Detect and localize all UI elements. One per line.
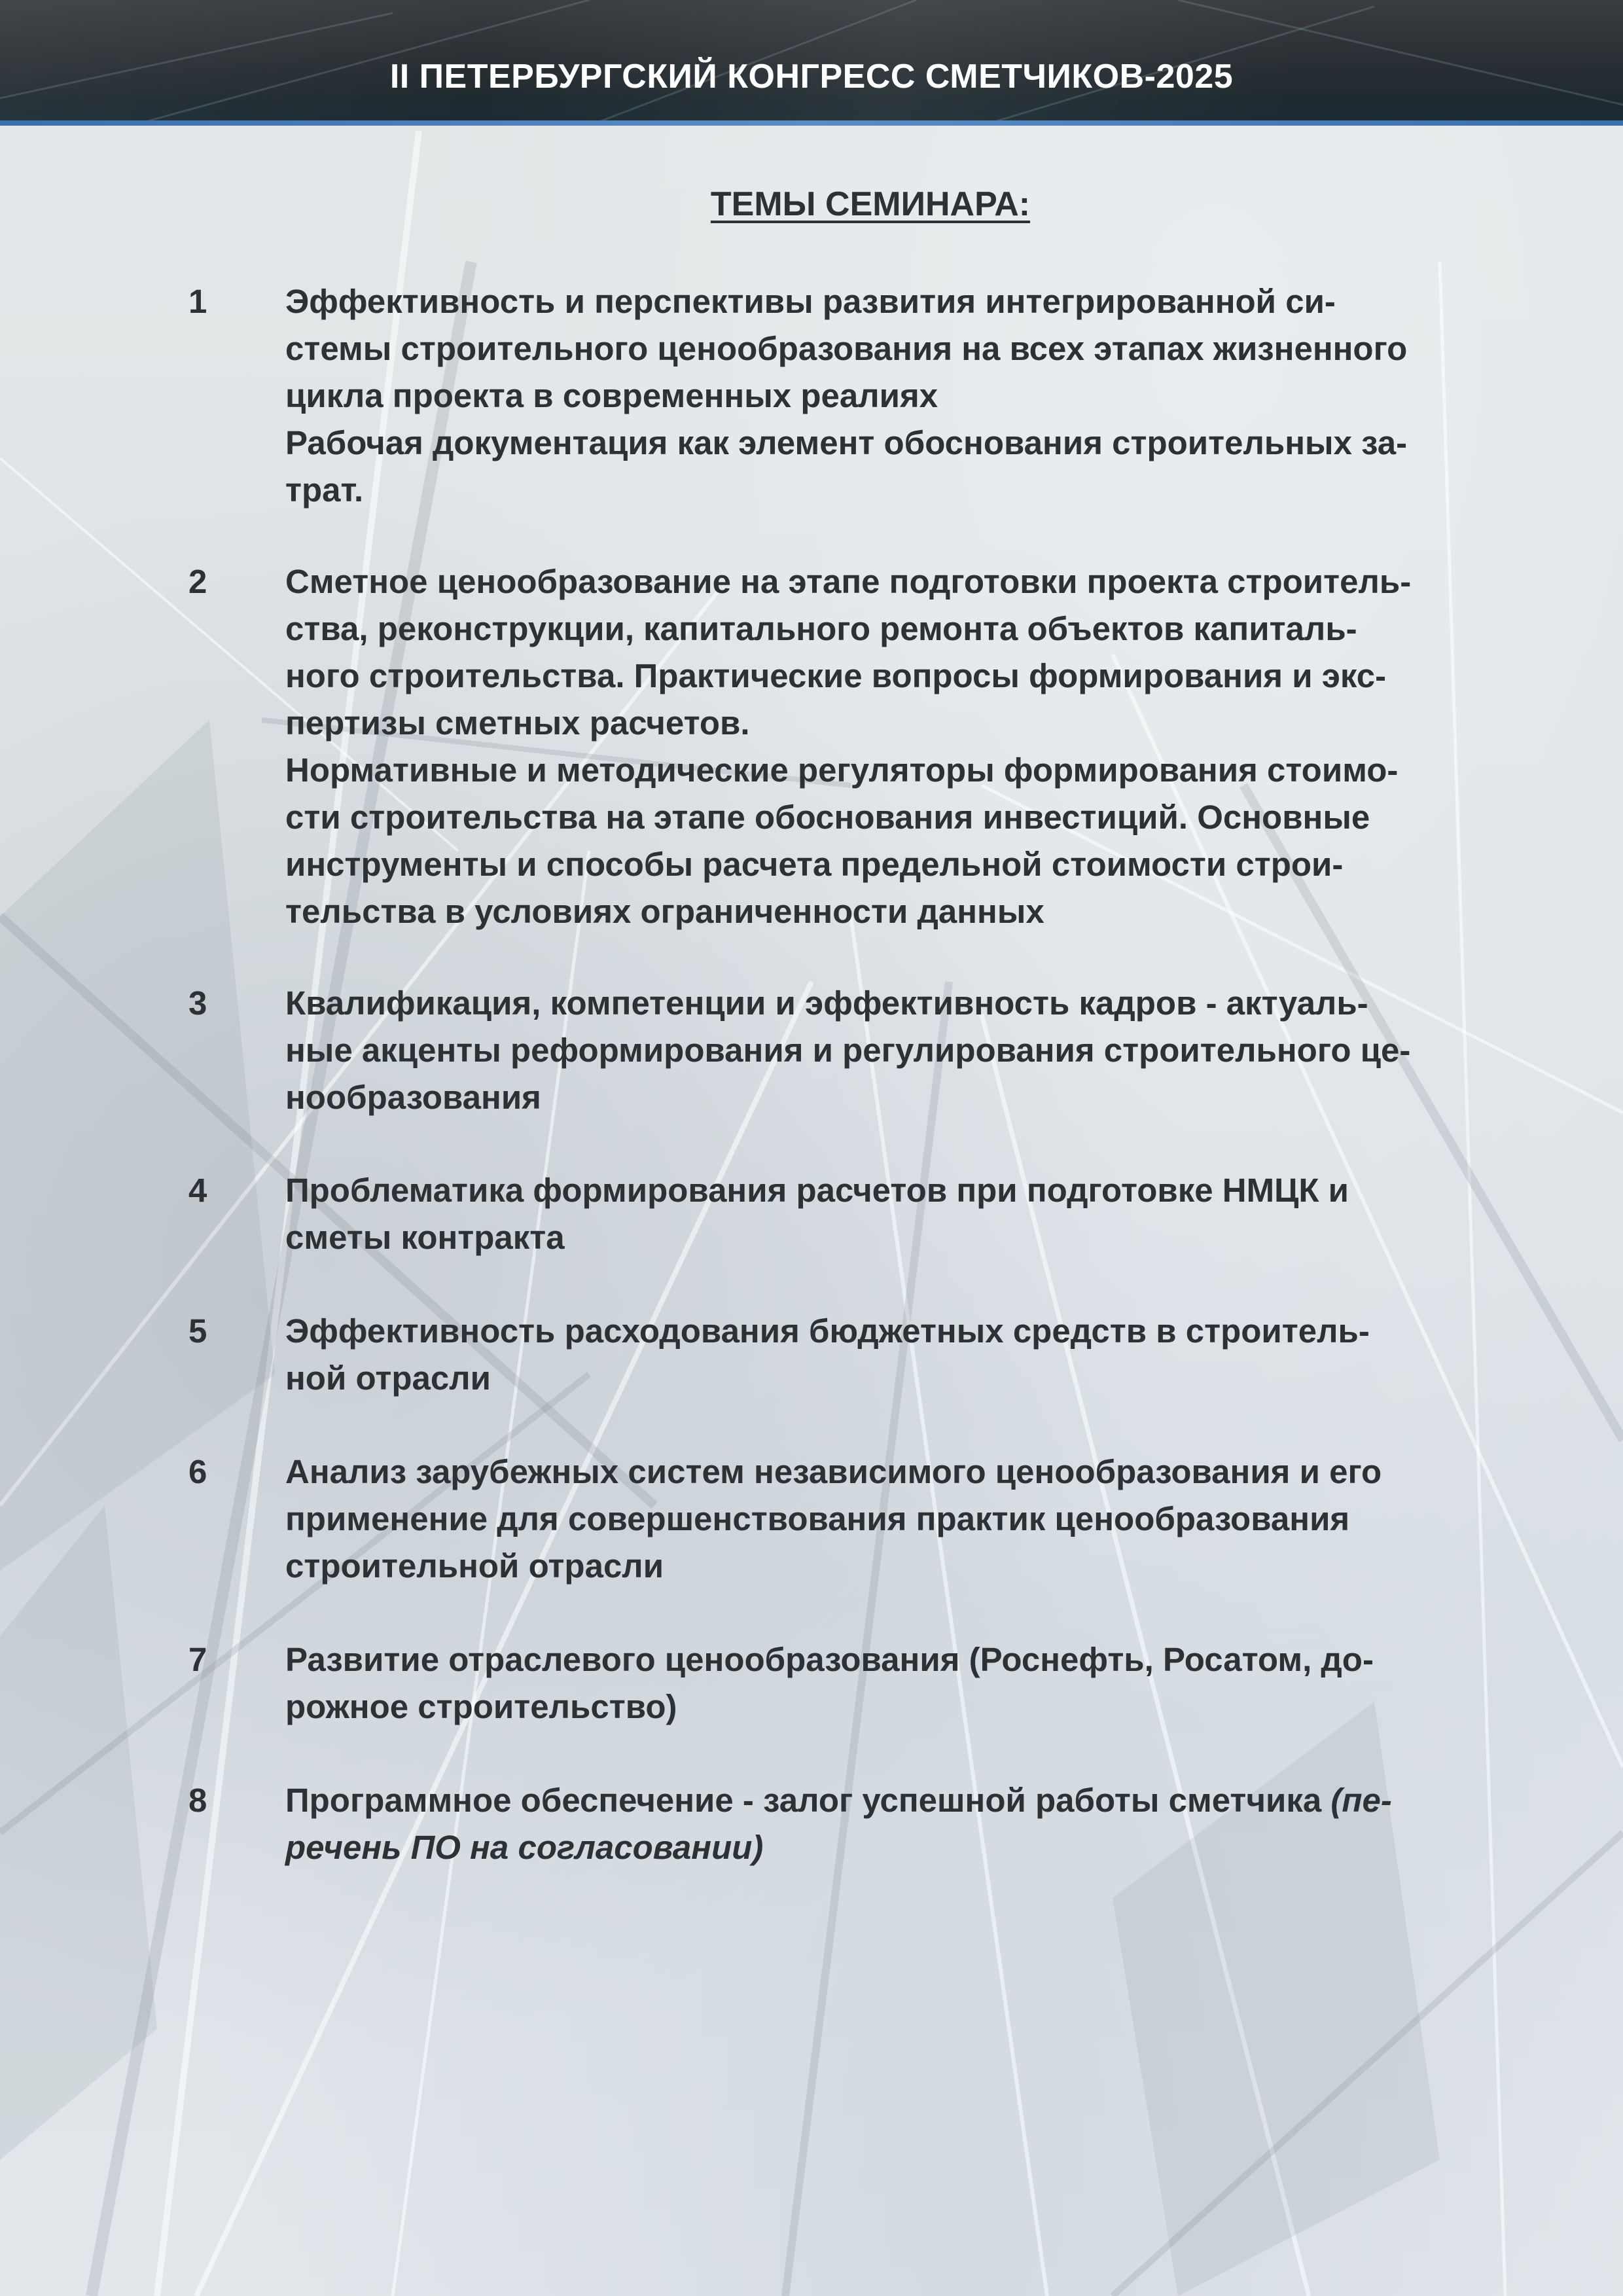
topic-line: тельства в условиях ограниченности данных (285, 893, 1044, 930)
topic-line: сметы контракта (285, 1219, 565, 1256)
topic-text (285, 1308, 1489, 1402)
topic-number: 3 (188, 984, 207, 1022)
topic-text (285, 1167, 1489, 1261)
topic-line: применение для совершенствования практик ценообразования (285, 1500, 1350, 1537)
topic-line: Сметное ценообразование на этапе подготовки проекта строитель- (285, 563, 1412, 600)
topic-line: ные акценты реформирования и регулирования строительного це- (285, 1031, 1411, 1069)
topic-number: 2 (188, 563, 207, 600)
topic-line-regular: Программное обеспечение - залог успешной работы сметчика (285, 1782, 1322, 1819)
topic-line: Эффективность и перспективы развития интегрированной си- (285, 283, 1336, 320)
topic-number: 4 (188, 1172, 207, 1209)
topic-line: Нормативные и методические регуляторы формирования стоимо- (285, 751, 1399, 789)
topic-number: 1 (188, 283, 207, 320)
topic-line: инструменты и способы расчета предельной стоимости строи- (285, 846, 1344, 883)
topic-line (285, 1824, 1489, 1871)
section-title: ТЕМЫ СЕМИНАРА: (710, 185, 1031, 223)
topic-line: стемы строительного ценообразования на всех этапах жизненного (285, 330, 1408, 367)
topic-line: сти строительства на этапе обоснования инвестиций. Основные (285, 798, 1370, 836)
topic-line: Рабочая документация как элемент обоснования строительных за- (285, 424, 1408, 461)
topic-line: Проблематика формирования расчетов при подготовке НМЦК и (285, 1172, 1349, 1209)
topic-line: цикла проекта в современных реалиях (285, 377, 938, 414)
topic-line-italic: речень ПО на согласовании) (285, 1829, 764, 1866)
topic-line: Развитие отраслевого ценообразования (Роснефть, Росатом, до- (285, 1641, 1374, 1678)
topic-line: трат. (285, 471, 364, 509)
topic-line-italic: (пе- (1330, 1782, 1392, 1819)
topic-line: Квалификация, компетенции и эффективность кадров - актуаль- (285, 984, 1368, 1022)
topic-text (285, 1777, 1489, 1871)
topic-line (285, 1777, 1489, 1824)
topic-line: рожное строительство) (285, 1688, 677, 1725)
topic-line: Анализ зарубежных систем независимого ценообразования и его (285, 1453, 1382, 1490)
topic-line: ства, реконструкции, капитального ремонта объектов капиталь- (285, 610, 1357, 647)
topic-number: 8 (188, 1782, 207, 1819)
topic-text (285, 1636, 1489, 1731)
topic-text (285, 278, 1489, 514)
topic-text (285, 1448, 1489, 1590)
topic-line: Эффективность расходования бюджетных средств в строитель- (285, 1312, 1370, 1350)
topic-line: строительной отрасли (285, 1547, 664, 1585)
topic-number: 6 (188, 1453, 207, 1490)
topic-line: пертизы сметных расчетов. (285, 704, 750, 742)
topic-number: 5 (188, 1312, 207, 1350)
topic-line: ного строительства. Практические вопросы формирования и экс- (285, 657, 1387, 694)
topic-text (285, 980, 1489, 1121)
topic-text (285, 558, 1489, 935)
topic-number: 7 (188, 1641, 207, 1678)
header-title: II ПЕТЕРБУРГСКИЙ КОНГРЕСС СМЕТЧИКОВ-2025 (389, 58, 1234, 96)
topic-line: ной отрасли (285, 1359, 491, 1397)
topic-line: нообразования (285, 1079, 541, 1116)
